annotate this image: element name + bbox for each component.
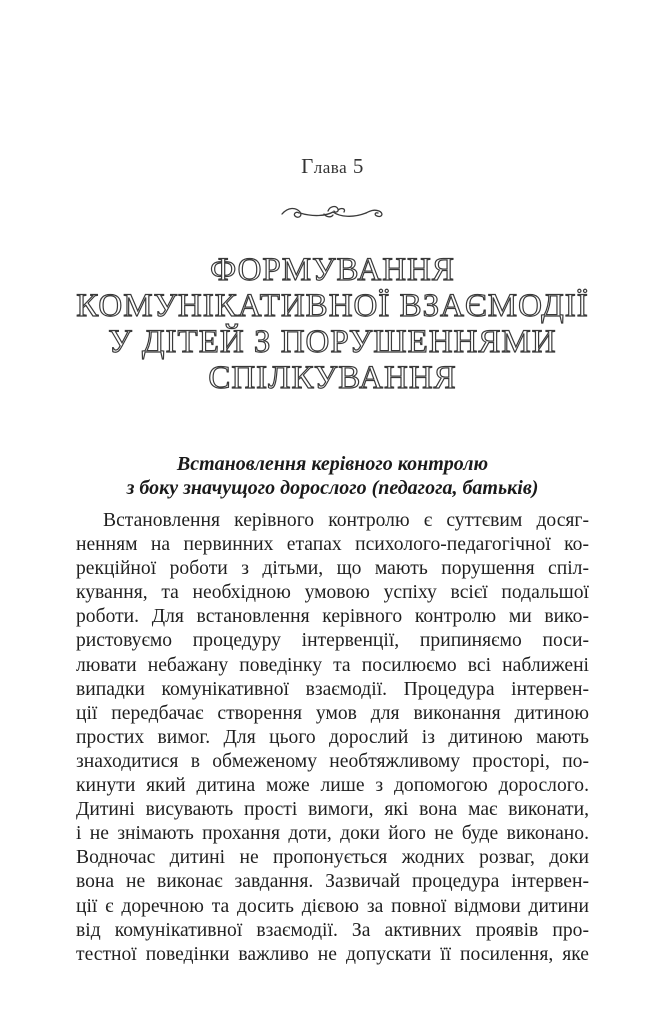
chapter-label	[0, 154, 665, 179]
chapter-label-rest: лава	[313, 158, 348, 177]
body-line: знаходитися в обмеженому необтяжливому просторі, по-	[76, 750, 589, 772]
body-line: випадки комунікативної взаємодії. Процедура інтервен-	[76, 678, 589, 700]
body-line: рекційної роботи з дітьми, що мають порушення спіл-	[76, 558, 589, 580]
section-heading-line: Встановлення керівного контролю	[176, 453, 489, 475]
flourish-ornament-icon	[278, 201, 388, 225]
body-line: вона не виконає завдання. Зазвичай процедура інтервен-	[76, 871, 589, 893]
body-line: ції є доречною та досить дієвою за повної відмови дитини	[76, 895, 589, 917]
body-line: тестної поведінки важливо не допускати її посилення, яке	[76, 943, 589, 965]
body-line: кування, та необхідною умовою успіху всієї подальшої	[76, 582, 589, 604]
body-line: ції передбачає створення умов для виконання дитиною	[76, 702, 589, 724]
body-line: і не знімають прохання доти, доки його не буде виконано.	[76, 823, 589, 845]
body-paragraph	[76, 509, 589, 967]
chapter-title-line: СПІЛКУВАННЯ	[208, 360, 457, 396]
body-line: кинути який дитина може лише з допомогою дорослого.	[76, 775, 589, 797]
body-line: ристовуємо процедуру інтервенції, припиняємо поси-	[76, 630, 589, 652]
body-line: лювати небажану поведінку та посилюємо всі наближені	[76, 654, 589, 676]
chapter-label-initial: Г	[301, 154, 314, 178]
section-heading-line: з боку значущого дорослого (педагога, батьків)	[126, 477, 539, 499]
chapter-number: 5	[352, 154, 364, 178]
section-heading	[60, 452, 605, 500]
body-line: роботи. Для встановлення керівного контролю ми вико-	[76, 606, 589, 628]
body-line: простих вимог. Для цього дорослий із дитиною мають	[76, 726, 589, 748]
chapter-title	[40, 252, 625, 396]
chapter-title-line: ФОРМУВАННЯ	[210, 252, 455, 288]
body-line: ненням на первинних етапах психолого-педагогічної ко-	[76, 534, 589, 556]
body-line: Дитині висувають прості вимоги, які вона має виконати,	[76, 799, 589, 821]
chapter-title-line: У ДІТЕЙ З ПОРУШЕННЯМИ	[108, 324, 557, 360]
chapter-title-line: КОМУНІКАТИВНОЇ ВЗАЄМОДІЇ	[76, 288, 589, 324]
body-line: від комунікативної взаємодії. За активних проявів про-	[76, 919, 589, 941]
body-line: Водночас дитині не пропонується жодних розваг, доки	[76, 847, 589, 869]
body-line: Встановлення керівного контролю є суттєвим досяг-	[103, 510, 589, 531]
